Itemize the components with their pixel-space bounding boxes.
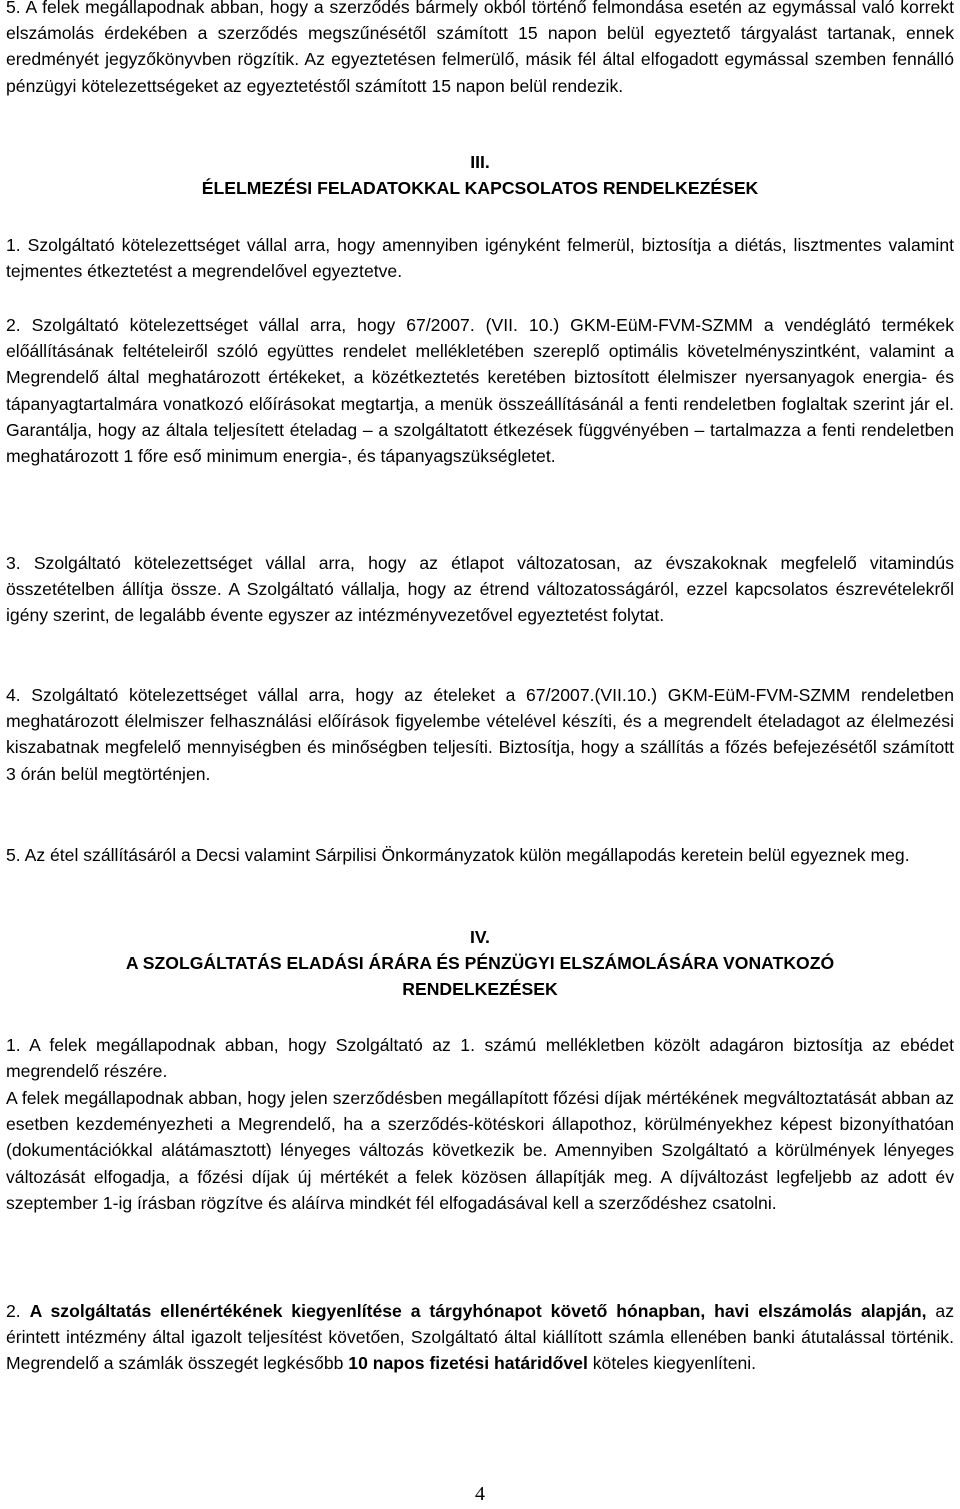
section-4-paragraph-1-continued: A felek megállapodnak abban, hogy jelen szerződésben megállapított főzési díjak mértékének megváltoztatását abban az esetben kezdeményezheti a Megrendelő, ha a szerződés-kötéskori állapothoz, körülményekhez képest bizonyíthatóan (dokumentációkkal alátámasztott) lényeges változás következik be. Amennyiben Szolgáltató a körülmények lényeges változását elfogadja, a főzési díjak új mértékét a felek közösen állapítják meg. A díjváltozást legfeljebb az adott év szeptember 1-ig írásban rögzítve és aláírva mindkét fél elfogadásával kell a szerződéshez csatolni. [6, 1088, 954, 1213]
paragraph-5: 5. A felek megállapodnak abban, hogy a szerződés bármely okból történő felmondása esetén az egymással való korrekt elszámolás érdekében a szerződés megszűnésétől számított 15 napon belül egyeztető tárgyalást tartanak, ennek eredményét jegyzőkönyvben rögzítik. Az egyeztetésen felmerülő, másik fél által elfogadott egymással szemben fennálló pénzügyi kötelezettségeket az egyeztetéstől számított 15 napon belül rendezik. [6, 0, 954, 96]
section-3-number: III. [470, 152, 490, 172]
section-3-paragraph-5: 5. Az étel szállításáról a Decsi valamint Sárpilisi Önkormányzatok külön megállapodás keretein belül egyeznek meg. [6, 845, 910, 865]
p2-text-2: köteles kiegyenlíteni. [587, 1353, 757, 1374]
section-3-paragraph-3: 3. Szolgáltató kötelezettséget vállal arra, hogy az étlapot változatosan, az évszakoknak megfelelő vitamindús összetételben állítja össze. A Szolgáltató vállalja, hogy az étrend változatosságáról, ezzel kapcsolatos észrevételekről igény szerint, de legalább évente egyszer az intézményvezetővel egyeztetést folytat. [6, 553, 954, 626]
section-4 [6, 924, 954, 1003]
page-number: 4 [475, 1483, 485, 1505]
section-3-paragraph-1: 1. Szolgáltató kötelezettséget vállal arra, hogy amennyiben igényként felmerül, biztosítja a diétás, lisztmentes valamint tejmentes étkeztetést a megrendelővel egyeztetve. [6, 235, 954, 282]
section-3-title: ÉLELMEZÉSI FELADATOKKAL KAPCSOLATOS RENDELKEZÉSEK [201, 178, 759, 199]
p2-bold-payment-terms: A szolgáltatás ellenértékének kiegyenlítése a tárgyhónapot követő hónapban, havi elszámolás alapján, [29, 1301, 927, 1321]
section-4-paragraph-1: 1. A felek megállapodnak abban, hogy Szolgáltató az 1. számú mellékletben közölt adagáron biztosítja az ebédet megrendelő részére. [6, 1035, 954, 1082]
section-3-paragraph-2: 2. Szolgáltató kötelezettséget vállal arra, hogy 67/2007. (VII. 10.) GKM-EüM-FVM-SZMM a vendéglátó termékek előállításának feltételeiről szóló együttes rendelet mellékletében szereplő optimális követelményszintként, valamint a Megrendelő által meghatározott értékeket, a közétkeztetés keretében biztosított élelmiszer nyersanyagok energia- és tápanyagtartalmára vonatkozó előírásokat megtartja, a menük összeállításánál a fenti rendeletben foglaltak szerint jár el. Garantálja, hogy az általa teljesített ételadag – a szolgáltatott étkezések függvényében – tartalmazza a fenti rendeletben meghatározott 1 főre eső minimum energia-, és tápanyagszükségletet. [6, 315, 954, 467]
section-3-paragraph-4: 4. Szolgáltató kötelezettséget vállal arra, hogy az ételeket a 67/2007.(VII.10.) GKM-EüM-FVM-SZMM rendeletben meghatározott élelmiszer felhasználási előírások figyelembe vételével készíti, és a megrendelt ételadagot az élelmezési kiszabatnak megfelelő mennyiségben és minőségben teljesíti. Biztosítja, hogy a szállítás a főzés befejezésétől számított 3 órán belül megtörténjen. [6, 685, 954, 784]
p2-text-1: az érintett intézmény által igazolt teljesítést követően, Szolgáltató által kiállított számla ellenében banki átutalással történik. Megrendelő a számlák összegét legkésőbb [6, 1301, 954, 1374]
section-3 [6, 149, 954, 201]
section-4-title: A SZOLGÁLTATÁS ELADÁSI ÁRÁRA ÉS PÉNZÜGYI ELSZÁMOLÁSÁRA VONATKOZÓ RENDELKEZÉSEK [125, 953, 835, 1000]
p2-number: 2. [6, 1301, 30, 1321]
section-4-paragraph-2 [6, 1298, 954, 1377]
section-4-number: IV. [470, 927, 490, 947]
p2-bold-deadline: 10 napos fizetési határidővel [348, 1353, 588, 1374]
